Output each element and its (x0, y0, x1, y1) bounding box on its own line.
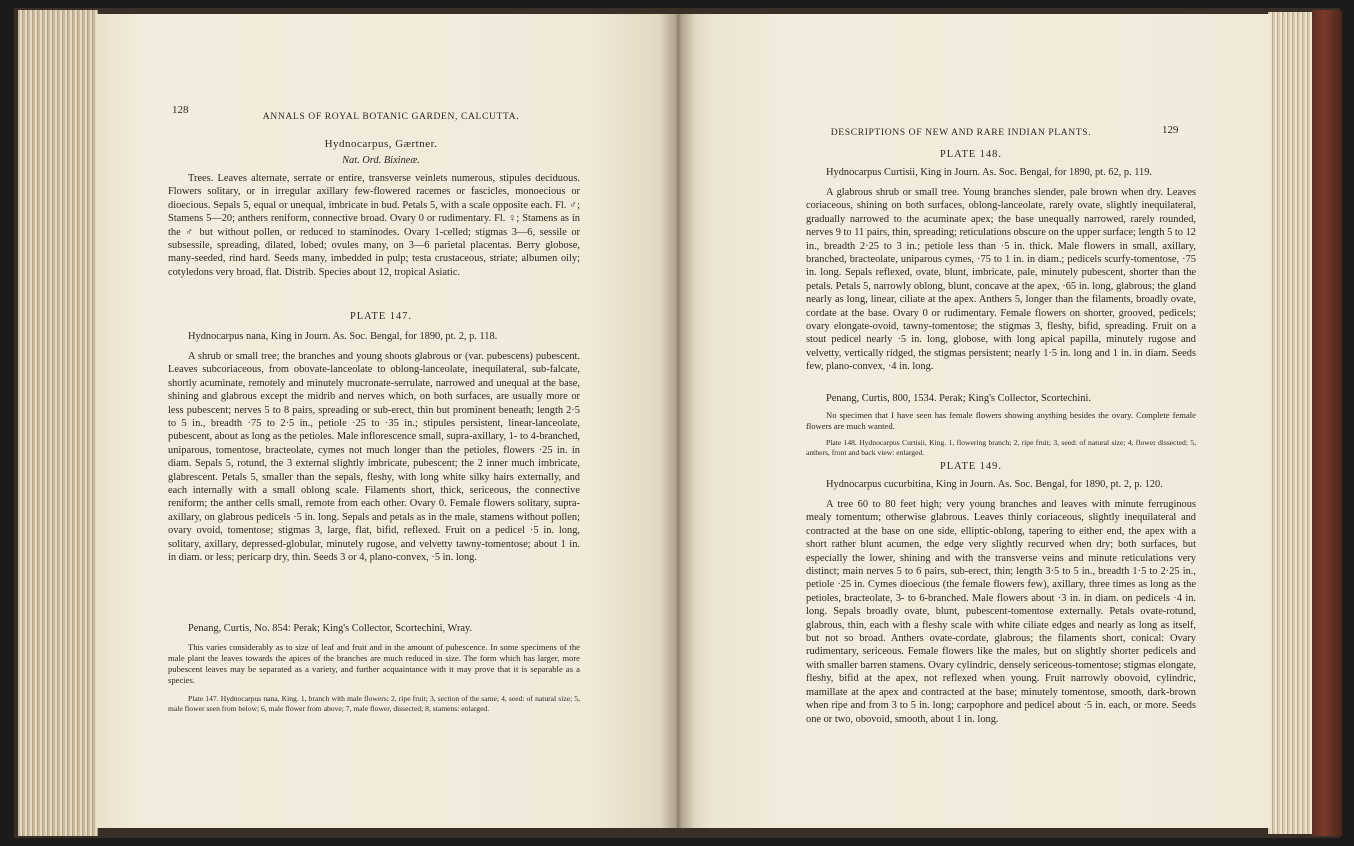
species-description: A shrub or small tree; the branches and young shoots glabrous or (var. pubescens) pubescent. Leaves subcoriaceous, from obovate-lanceolate to oblong-lanceolate, inequilateral, sub-falcate, shortly acuminate, remotely and minutely mucronate-serrulate, narrowed and unequal at the base, shining and glabrous except the midrib and nerves which, on both surfaces, are usually more or less pubescent; nerves 5 to 8 pairs, spreading or sub-erect, thin but prominent beneath; length 2·5 to 5 in., breadth ·75 to 2·5 in., petiole ·25 to ·35 in.; stipules persistent, linear-lanceolate, pubescent, about as long as the petioles. Male inflorescence small, supra-axillary, 1- to 4-branched, uniparous, tomentose, bracteolate, cymes not much longer than the petioles, flowers ·25 in. in diam. Sepals 5, rotund, the 3 external slightly imbricate, pubescent; the 2 inner much imbricate, glabrescent. Petals 5, smaller than the sepals, fleshy, with long white silky hairs externally, and each internally with a small oblong scale. Filaments short, thick, sericeous, the connective reniform; the anther cells small, remote from each other. Ovary 0. Female flowers solitary, supra-axillary, on glabrous pedicels ·5 in. long. Sepals and petals as in the male, stamens without pollen; ovary ovoid, tomentose; stigmas 3, large, flat, bifid, reflexed. Fruit on a pedicel ·5 in. long, solitary, axillary, depressed-globular, minutely rugose, and velvetty tawny-tomentose; about 1 in. in diam. or less; pericarp dry, thin. Seeds 3 or 4, plano-convex, ·5 in. long. (168, 351, 580, 564)
plate-heading: PLATE 147. (350, 311, 412, 322)
plate-148-description: A glabrous shrub or small tree. Young branches slender, pale brown when dry. Leaves coriaceous, shining on both surfaces, oblong-lanceolate, rarely ovate, slightly inequilateral, gradually narrowed to the acuminate apex; the base unequally narrowed, rarely rounded, nerves 9 to 11 pairs, thin, spreading; reticulations obscure on the upper surface; length 5 to 12 in., breadth 2·25 to 3 in.; petiole less than ·5 in. thick. Male flowers in small, axillary, branched, bracteolate, uniparous cymes, ·75 to 1 in. in diam.; pedicels scurfy-tomentose, ·75 in. long. Sepals reflexed, ovate, blunt, imbricate, pale, minutely pubescent, shorter than the petals. Petals 5, narrowly oblong, blunt, concave at the apex, ·65 in. long, glabrous; the gland nearly as long, linear, ciliate at the apex. Anthers 5, longer than the filaments, broadly ovate, cordate at the base. Ovary 0 or rudimentary. Female flowers on shorter, grooved, pedicels; ovary elongate-ovoid, tawny-tomentose; the stigmas 3, fleshy, bifid, spreading. Fruit on a stout pedicel nearly ·5 in. long, globose, with long apical papilla, minutely rugose and velvetty, vertically ridged, the stigmas persistent; nearly 1·5 in. long and 1 in. in diam. Seeds few, plano-convex, ·4 in. long. (806, 187, 1196, 373)
order-line: Nat. Ord. Bixineæ. (342, 155, 420, 166)
running-head: DESCRIPTIONS OF NEW AND RARE INDIAN PLANTS. (830, 127, 1092, 138)
species-citation: Hydnocarpus nana, King in Journ. As. Soc. Bengal, for 1890, pt. 2, p. 118. (188, 331, 498, 342)
footnote: This varies considerably as to size of leaf and fruit and in the amount of pubescence. In some specimens of the male plant the leaves towards the apices of the branches are much reduced in size. The form which has larger, more pubescent leaves may be separated as a variety, and further acquaintance with it may prove that it is separable as a species. (168, 642, 580, 685)
genus-description: Trees. Leaves alternate, serrate or entire, transverse veinlets numerous, stipules deciduous. Flowers solitary, or in irregular axillary few-flowered racemes or fascicles, monoecious or dioecious. Sepals 5, equal or unequal, imbricate in bud. Petals 5, with a scale opposite each. Fl. ♂; Stamens 5—20; anthers reniform, connective broad. Ovary 0 or rudimentary. Fl. ♀; Stamens as in the ♂ but without pollen, or reduced to staminodes. Ovary 1-celled; stigmas 3—6, sessile or subsessile, spreading, dilated, lobed; ovules many, on 3—6 parietal placentas. Berry globose, many-seeded, rind hard. Seeds many, imbedded in pulp; testa crustaceous, striate; albumen oily; cotyledons very broad, flat. Distrib. Species about 12, tropical Asiatic. (168, 173, 580, 278)
page-number: 129 (1162, 124, 1179, 136)
plate-148-caption: Plate 148. Hydnocarpus Curtisii, King. 1, flowering branch; 2, ripe fruit; 3, seed: of natural size; 4, flower dissected; 5, anthers, front and back view: enlarged. (806, 438, 1196, 457)
plate-149-heading: PLATE 149. (940, 461, 1002, 472)
page-number: 128 (172, 104, 189, 116)
plate-148-citation: Hydnocarpus Curtisii, King in Journ. As. Soc. Bengal, for 1890, pt. 62, p. 119. (826, 167, 1153, 178)
plate-caption: Plate 147. Hydnocarpus nana, King. 1, branch with male flowers; 2, ripe fruit; 3, section of the same; 4, seed: of natural size; 5, male flower seen from below; 6, male flower from above; 7, male flower, dissected; 8, stamens: enlarged. (168, 694, 580, 713)
book-spine (1312, 10, 1342, 836)
genus-heading: Hydnocarpus, Gærtner. (324, 138, 438, 150)
plate-148-localities: Penang, Curtis, 800, 1534. Perak; King's Collector, Scortechini. (826, 393, 1091, 404)
book-gutter (660, 14, 696, 828)
left-page-edges (18, 10, 98, 836)
plate-149-citation: Hydnocarpus cucurbitina, King in Journ. As. Soc. Bengal, for 1890, pt. 2, p. 120. (826, 479, 1163, 490)
plate-148-heading: PLATE 148. (940, 149, 1002, 160)
running-head: ANNALS OF ROYAL BOTANIC GARDEN, CALCUTTA. (262, 111, 520, 122)
left-page (96, 14, 676, 828)
plate-148-note: No specimen that I have seen has female flowers showing anything besides the ovary. Complete female flowers are much wanted. (806, 410, 1196, 431)
localities: Penang, Curtis, No. 854: Perak; King's Collector, Scortechini, Wray. (188, 623, 473, 634)
plate-149-description: A tree 60 to 80 feet high; very young branches and leaves with minute ferruginous mealy tomentum; otherwise glabrous. Leaves thinly coriaceous, slightly inequilateral and contracted at the base on one side, elliptic-oblong, tapering to either end, the apex with a short rather blunt acumen, the edge very slightly recurved when dry; both surfaces, but especially the lower, shining and with the transverse veins and minute reticulations very distinct; main nerves 5 to 6 pairs, sub-erect, thin; length 3·5 to 5 in., breadth 1·5 to 2·25 in., petiole ·25 in. Cymes dioecious (the female flowers few), axillary, three times as long as the petioles, bracteolate, 3- to 6-branched. Male flowers about ·3 in. in diam. on pedicels ·4 in. long. Sepals broadly ovate, blunt, pubescent-tomentose externally. Petals ovate-rotund, glabrous, thin, each with a fleshy scale with white ciliate edges and nearly as long as itself, but not so broad. Anthers ovate-cordate, glabrous; the filaments short, conical: Ovary rudimentary, sericeous. Female flowers like the males, but on slightly shorter pedicels and with smaller barren stamens. Ovary cylindric, densely sericeous-tomentose; stigmas elongate, fleshy, bifid at the apex, not reflexed when young. Fruit narrowly obovoid, cylindric, mamillate at the apex and contracted at the base; minutely tomentose, smooth, dark-brown when ripe and from 3 to 5 in. long; carpophore and pedicel about ·5 in. each, or more. Seeds one or two, obovoid, smooth, about 1 in. long. (806, 499, 1196, 725)
right-page (676, 14, 1270, 828)
